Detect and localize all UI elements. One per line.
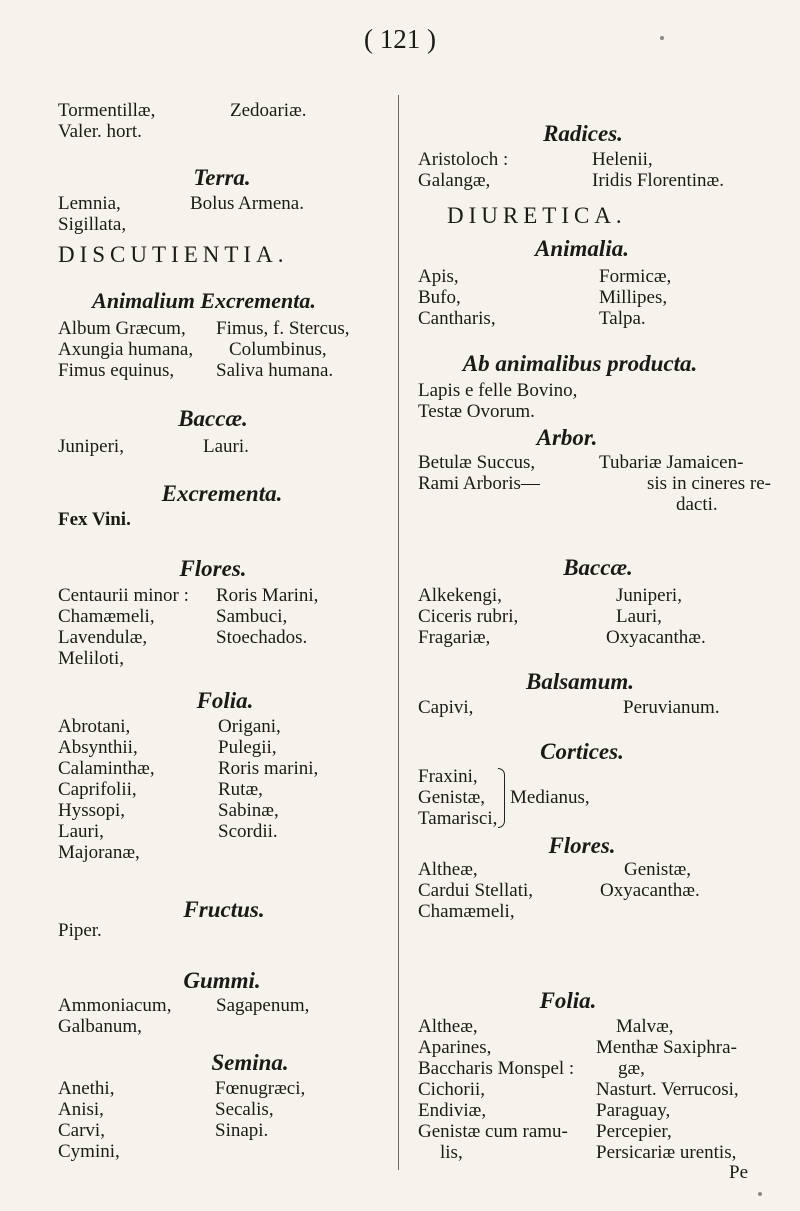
list-item: Rami Arboris— xyxy=(418,473,540,494)
heading-diuretica: DIURETICA. xyxy=(447,203,627,228)
list-item: Fex Vini. xyxy=(58,509,131,530)
heading-gummi: Gummi. xyxy=(183,968,261,993)
list-item: Sinapi. xyxy=(215,1120,269,1141)
list-item: Malvæ, xyxy=(616,1016,674,1037)
list-item: Capivi, xyxy=(418,697,474,718)
heading-flores: Flores. xyxy=(179,556,247,581)
list-item: Galbanum, xyxy=(58,1016,142,1037)
list-item: Cichorii, xyxy=(418,1079,486,1100)
heading-ab-animalibus-producta: Ab animalibus producta. xyxy=(462,351,698,376)
list-item: Altheæ, xyxy=(418,1016,478,1037)
list-item: Abrotani, xyxy=(58,716,131,737)
list-item: Cymini, xyxy=(58,1141,120,1162)
list-item: Sigillata, xyxy=(58,214,127,235)
list-item: Genistæ, xyxy=(624,859,692,880)
list-item: Anisi, xyxy=(58,1099,104,1120)
left-top-item: Zedoariæ. xyxy=(230,100,307,121)
list-item: Peruvianum. xyxy=(623,697,720,718)
list-item: Origani, xyxy=(218,716,281,737)
list-item: Ammoniacum, xyxy=(58,995,172,1016)
heading-discutientia: DISCUTIENTIA. xyxy=(58,242,289,267)
ink-speck xyxy=(758,1192,762,1196)
list-item: Endiviæ, xyxy=(418,1100,487,1121)
list-item: Album Græcum, xyxy=(58,318,186,339)
heading-animalium-excrementa: Animalium Excrementa. xyxy=(92,288,316,313)
list-item: Fimus, f. Stercus, xyxy=(216,318,350,339)
heading-excrementa: Excrementa. xyxy=(161,481,283,506)
list-item: Fragariæ, xyxy=(418,627,491,648)
list-item: sis in cineres re- xyxy=(647,473,771,494)
list-item: Tubariæ Jamaicen- xyxy=(599,452,744,473)
list-item: dacti. xyxy=(676,494,718,515)
ink-speck xyxy=(660,36,664,40)
list-item: Sambuci, xyxy=(216,606,288,627)
heading-semina: Semina. xyxy=(211,1050,289,1075)
catchword: Pe xyxy=(729,1162,748,1183)
list-item: Altheæ, xyxy=(418,859,478,880)
list-item: Rutæ, xyxy=(218,779,263,800)
list-item: Caprifolii, xyxy=(58,779,137,800)
list-item: Calaminthæ, xyxy=(58,758,155,779)
list-item: Aristoloch : xyxy=(418,149,509,170)
list-item: Scordii. xyxy=(218,821,278,842)
list-item: lis, xyxy=(440,1142,463,1163)
list-item: Lauri, xyxy=(616,606,662,627)
list-item: Genistæ, xyxy=(418,787,486,808)
list-item: Lavendulæ, xyxy=(58,627,148,648)
list-item: Anethi, xyxy=(58,1078,115,1099)
list-item: Galangæ, xyxy=(418,170,491,191)
list-item: Pulegii, xyxy=(218,737,277,758)
list-item: Majoranæ, xyxy=(58,842,140,863)
list-item: Juniperi, xyxy=(58,436,124,457)
list-item: Lemnia, xyxy=(58,193,121,214)
list-item: Hyssopi, xyxy=(58,800,126,821)
heading-baccae: Baccæ. xyxy=(563,555,633,580)
heading-animalia: Animalia. xyxy=(535,236,629,261)
heading-arbor: Arbor. xyxy=(536,425,598,450)
heading-folia: Folia. xyxy=(196,688,254,713)
list-item: Chamæmeli, xyxy=(418,901,515,922)
list-item: Iridis Florentinæ. xyxy=(592,170,724,191)
list-item: Percepier, xyxy=(596,1121,672,1142)
list-item: Lapis e felle Bovino, xyxy=(418,380,578,401)
list-item: Lauri. xyxy=(203,436,249,457)
list-item: Oxyacanthæ. xyxy=(600,880,700,901)
list-item: gæ, xyxy=(618,1058,645,1079)
list-item: Fraxini, xyxy=(418,766,478,787)
list-item: Oxyacanthæ. xyxy=(606,627,706,648)
list-item: Persicariæ urentis, xyxy=(596,1142,737,1163)
list-item: Millipes, xyxy=(599,287,668,308)
list-item: Paraguay, xyxy=(596,1100,671,1121)
list-item: Helenii, xyxy=(592,149,653,170)
list-item: Centaurii minor : xyxy=(58,585,189,606)
list-item: Fœnugræci, xyxy=(215,1078,306,1099)
list-item: Talpa. xyxy=(599,308,646,329)
list-item: Sabinæ, xyxy=(218,800,279,821)
list-item: Cantharis, xyxy=(418,308,496,329)
list-item: Alkekengi, xyxy=(418,585,502,606)
list-item: Ciceris rubri, xyxy=(418,606,519,627)
heading-balsamum: Balsamum. xyxy=(525,669,635,694)
list-item: Bufo, xyxy=(418,287,461,308)
list-item: Genistæ cum ramu- xyxy=(418,1121,568,1142)
heading-flores: Flores. xyxy=(548,833,616,858)
list-item: Roris Marini, xyxy=(216,585,319,606)
heading-terra: Terra. xyxy=(193,165,251,190)
list-item: Tamarisci, xyxy=(418,808,498,829)
left-top-item: Valer. hort. xyxy=(58,121,142,142)
page-number: ( 121 ) xyxy=(364,24,436,54)
list-item: Carvi, xyxy=(58,1120,105,1141)
list-item: Baccharis Monspel : xyxy=(418,1058,575,1079)
heading-cortices: Cortices. xyxy=(540,739,624,764)
list-item: Meliloti, xyxy=(58,648,124,669)
list-item: Piper. xyxy=(58,920,102,941)
list-item: Columbinus, xyxy=(229,339,327,360)
list-item: Chamæmeli, xyxy=(58,606,155,627)
list-item: Sagapenum, xyxy=(216,995,310,1016)
list-item: Testæ Ovorum. xyxy=(418,401,535,422)
list-item: Cardui Stellati, xyxy=(418,880,534,901)
heading-folia: Folia. xyxy=(539,988,597,1013)
list-item: Fimus equinus, xyxy=(58,360,175,381)
list-item: Roris marini, xyxy=(218,758,319,779)
list-item: Juniperi, xyxy=(616,585,682,606)
list-item: Betulæ Succus, xyxy=(418,452,536,473)
bracket-label: Medianus, xyxy=(510,787,590,808)
list-item: Stoechados. xyxy=(216,627,308,648)
list-item: Lauri, xyxy=(58,821,104,842)
column-divider xyxy=(398,95,399,1170)
list-item: Bolus Armena. xyxy=(190,193,304,214)
heading-fructus: Fructus. xyxy=(183,897,265,922)
list-item: Nasturt. Verrucosi, xyxy=(596,1079,739,1100)
heading-baccae: Baccæ. xyxy=(178,406,248,431)
list-item: Aparines, xyxy=(418,1037,492,1058)
list-item: Secalis, xyxy=(215,1099,274,1120)
list-item: Axungia humana, xyxy=(58,339,194,360)
list-item: Menthæ Saxiphra- xyxy=(596,1037,737,1058)
brace-bracket xyxy=(498,768,505,828)
list-item: Apis, xyxy=(418,266,459,287)
list-item: Saliva humana. xyxy=(216,360,334,381)
heading-radices: Radices. xyxy=(543,121,623,146)
list-item: Formicæ, xyxy=(599,266,672,287)
left-top-item: Tormentillæ, xyxy=(58,100,156,121)
list-item: Absynthii, xyxy=(58,737,138,758)
